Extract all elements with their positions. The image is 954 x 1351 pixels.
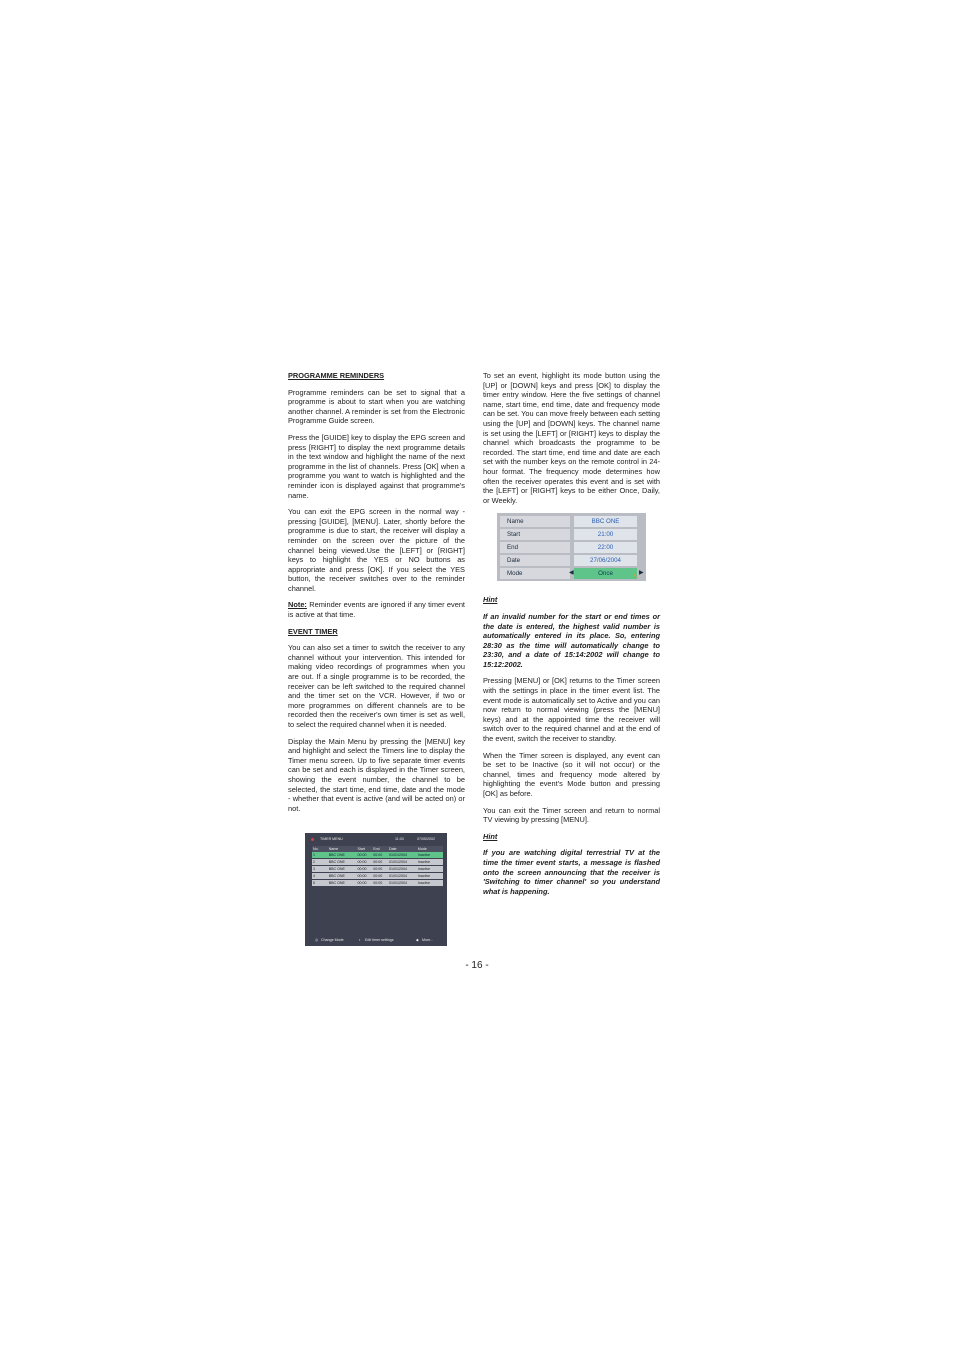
cell: 00:00 — [372, 873, 388, 880]
paragraph: You can exit the EPG screen in the normal way - pressing [GUIDE], [MENU]. Later, shortly before the programme is due to start, the receiver will display a reminder on the screen over the picture of the channel being viewed.Use the [LEFT] or [RIGHT] keys to highlight the YES or NO buttons as appropriate and press [OK]. If you select the YES button, the receiver switches over to the reminder channel. — [288, 507, 465, 593]
change-mode-icon: ◎ — [315, 938, 319, 942]
note-paragraph — [288, 600, 465, 619]
cell: 01/01/2004 — [388, 866, 417, 873]
cell: 00:00 — [372, 859, 388, 866]
table-row[interactable] — [312, 880, 443, 887]
pointer-icon: ↖ — [633, 574, 639, 580]
field-value: 21:00 — [574, 529, 637, 540]
cell: 3 — [312, 866, 328, 873]
field-value: BBC ONE — [574, 516, 637, 527]
more-hint: More... — [422, 938, 434, 942]
more-icon: ◆ — [416, 938, 419, 942]
cell: BBC ONE — [328, 873, 357, 880]
cell: 01/01/2004 — [388, 859, 417, 866]
paragraph: Pressing [MENU] or [OK] returns to the Timer screen with the settings in place in the timer event list. The event mode is automatically set to Active and you can now return to normal viewing (press the [MENU] keys) and at the appointed time the receiver will switch over to the required channel and at the end of the event, switch the receiver to standby. — [483, 676, 660, 744]
cell: BBC ONE — [328, 859, 357, 866]
timer-field-name[interactable] — [500, 516, 640, 528]
cell: 00:00 — [357, 866, 373, 873]
heading-event-timer: EVENT TIMER — [288, 626, 338, 636]
hint-text: If you are watching digital terrestrial TV at the time the timer event starts, a message is flashed onto the screen announcing that the receiver is 'Switching to timer channel' so you understand what is happening. — [483, 848, 660, 896]
cell: 4 — [312, 873, 328, 880]
column-header: Date — [388, 846, 417, 852]
cell: BBC ONE — [328, 880, 357, 887]
cell: 00:00 — [357, 852, 373, 859]
table-row[interactable] — [312, 873, 443, 880]
field-value: Once — [574, 568, 637, 579]
timer-table — [312, 846, 443, 887]
left-column — [288, 371, 465, 820]
timer-menu-date: 07/05/2002 — [417, 837, 435, 841]
change-mode-hint: Change Mode — [321, 938, 344, 942]
timer-menu-screenshot — [305, 833, 447, 946]
page-number: - 16 - — [465, 960, 489, 971]
cell: Inactive — [417, 880, 443, 887]
cell: 00:00 — [357, 873, 373, 880]
cell: 00:00 — [372, 852, 388, 859]
ok-icon: ▪ — [359, 938, 361, 942]
hint-text: If an invalid number for the start or end times or the date is entered, the highest valid number is automatically entered in its place. So, entering 28:30 as the time will automatically change to 23:30, and a date of 15:14:2002 will change to 15:12:2002. — [483, 611, 660, 669]
arrow-left-icon[interactable]: ◀ — [569, 570, 574, 576]
paragraph: You can also set a timer to switch the receiver to any channel without your intervention. This intended for making video recordings of programmes when you are out. If a single programme is to be recorded, the receiver can be left switched to the required channel and the timer set on the VCR. However, if two or more programmes on different channels are to be recorded then the receiver's own timer is set as well, to select the required channel when it is needed. — [288, 643, 465, 729]
cell: 01/01/2004 — [388, 880, 417, 887]
timer-table-header — [312, 846, 443, 852]
column-header: Start — [357, 846, 373, 852]
table-row[interactable] — [312, 866, 443, 873]
timer-entry-screenshot — [497, 513, 646, 581]
cell: 1 — [312, 852, 328, 859]
note-text: Reminder events are ignored if any timer event is active at that time. — [288, 600, 465, 620]
paragraph: When the Timer screen is displayed, any event can be set to be Inactive (so it will not occur) or the channel, times and frequency mode altered by highlighting the event's Mode button and pressing [OK] as before. — [483, 750, 660, 798]
timer-menu-header — [305, 835, 447, 843]
timer-menu-time: 11:03 — [395, 837, 404, 841]
cell: 00:00 — [357, 859, 373, 866]
paragraph: You can exit the Timer screen and return to normal TV viewing by pressing [MENU]. — [483, 805, 660, 825]
arrow-right-icon[interactable]: ▶ — [639, 570, 644, 576]
column-header: No. — [312, 846, 328, 852]
column-header: End — [372, 846, 388, 852]
column-header: Mode — [417, 846, 443, 852]
cell: BBC ONE — [328, 866, 357, 873]
cell: Inactive — [417, 873, 443, 880]
right-column — [483, 371, 660, 903]
cell: 00:00 — [357, 880, 373, 887]
timer-menu-title: TIMER MENU — [320, 837, 343, 841]
timer-menu-footer — [305, 937, 447, 945]
table-row[interactable] — [312, 859, 443, 866]
cell: 5 — [312, 880, 328, 887]
heading-programme-reminders: PROGRAMME REMINDERS — [288, 371, 385, 380]
paragraph: Programme reminders can be set to signal that a programme is about to start when you are watching another channel. A reminder is set from the Electronic Programme Guide screen. — [288, 387, 465, 426]
field-label: Start — [500, 529, 570, 540]
field-label: Date — [500, 555, 570, 566]
record-icon — [311, 838, 314, 841]
cell: 01/01/2004 — [388, 873, 417, 880]
timer-field-date[interactable] — [500, 555, 640, 567]
column-header: Name — [328, 846, 357, 852]
edit-timer-hint: Edit timer settings — [365, 938, 394, 942]
field-label: End — [500, 542, 570, 553]
paragraph: To set an event, highlight its mode button using the [UP] or [DOWN] keys and press [OK] to display the timer entry window. Here the five settings of channel name, start time, end time, date and frequency mode can be set. You can move freely between each setting using the [UP] and [DOWN] keys. The channel name is set using the [LEFT] or [RIGHT] keys to display the channel which broadcasts the programme to be recorded. The start time, end time and date are each set with the number keys on the remote control in 24-hour format. The frequency mode determines how often the receiver operates this event and is set with the [LEFT] or [RIGHT] keys to be either Once, Daily, or Weekly. — [483, 371, 660, 505]
cell: Inactive — [417, 866, 443, 873]
timer-field-end[interactable] — [500, 542, 640, 554]
paragraph: Press the [GUIDE] key to display the EPG screen and press [RIGHT] to display the next programme details in the text window and highlight the name of the next programme in the list of channels. Press [OK] when a programme you want to watch is highlighted and the reminder icon is displayed against that programme's name. — [288, 432, 465, 500]
timer-field-mode[interactable] — [500, 568, 644, 580]
field-value: 22:00 — [574, 542, 637, 553]
field-value: 27/06/2004 — [574, 555, 637, 566]
field-label: Mode — [500, 568, 570, 579]
paragraph: Display the Main Menu by pressing the [MENU] key and highlight and select the Timers line to display the Timer menu screen. Up to five separate timer events can be set and each is displayed in the Timer screen, showing the event number, the channel to be selected, the start time, end time, date and the mode - whether that event is active (and will be acted on) or not. — [288, 736, 465, 813]
timer-field-start[interactable] — [500, 529, 640, 541]
note-label: Note: — [288, 600, 307, 610]
cell: Inactive — [417, 852, 443, 859]
cell: BBC ONE — [328, 852, 357, 859]
hint-label: Hint — [483, 831, 498, 841]
cell: Inactive — [417, 859, 443, 866]
cell: 00:00 — [372, 880, 388, 887]
hint-label: Hint — [483, 595, 498, 605]
cell: 00:00 — [372, 866, 388, 873]
field-label: Name — [500, 516, 570, 527]
cell: 2 — [312, 859, 328, 866]
cell: 01/01/2004 — [388, 852, 417, 859]
